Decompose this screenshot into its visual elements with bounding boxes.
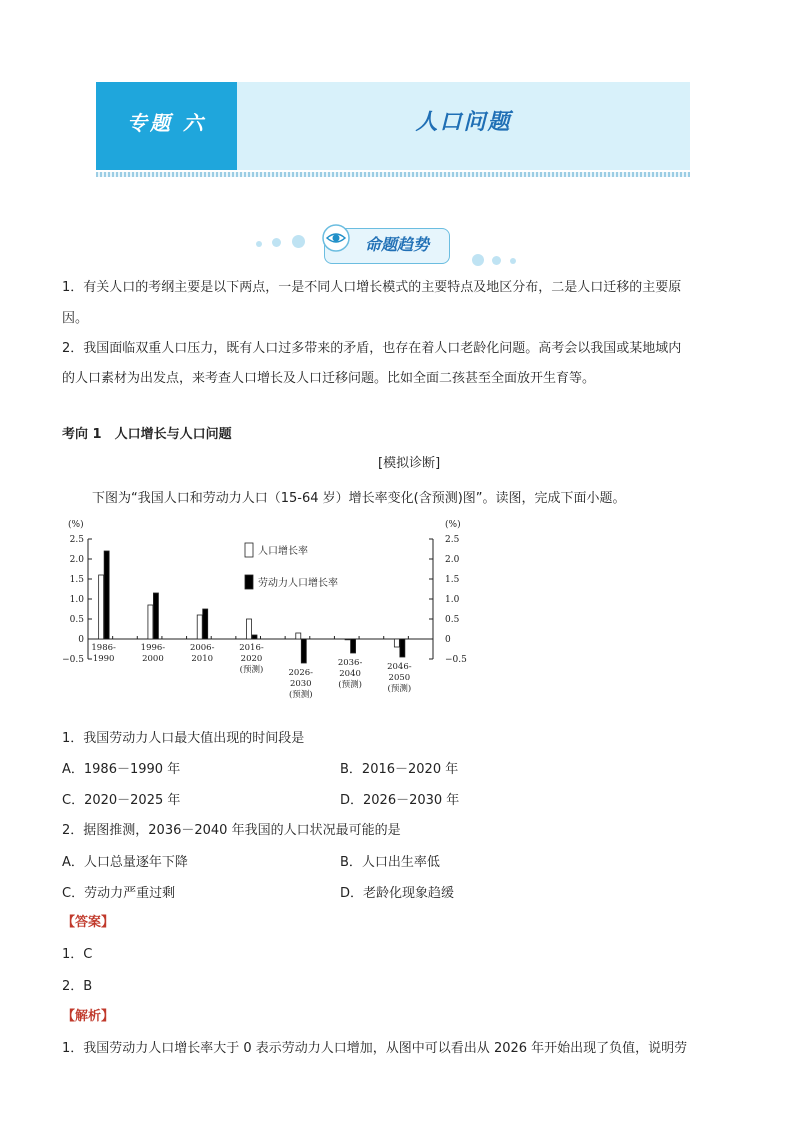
question-stem: 下图为“我国人口和劳动力人口（15-64 岁）增长率变化(含预测)图”。读图，完成下面小题。 bbox=[92, 491, 626, 506]
y-tick-label-left: −0.5 bbox=[62, 655, 84, 665]
bar-labor-rate bbox=[252, 635, 257, 639]
bar-labor-rate bbox=[153, 593, 158, 639]
x-category-label: 2020 bbox=[240, 654, 263, 664]
section-title: 考向 1 人口增长与人口问题 bbox=[62, 427, 232, 442]
decor-dot bbox=[292, 235, 305, 248]
page-title: 人口问题 bbox=[415, 110, 512, 135]
x-category-label: 2016- bbox=[239, 643, 264, 653]
y-tick-label-left: 1.0 bbox=[69, 595, 84, 605]
intro-line: 2．我国面临双重人口压力，既有人口过多带来的矛盾，也存在着人口老龄化问题。高考会以我国或某地域内 bbox=[62, 341, 682, 356]
bar-labor-rate bbox=[203, 609, 208, 639]
bar-population-rate bbox=[394, 639, 399, 647]
y-tick-label-left: 1.5 bbox=[69, 575, 84, 585]
answer-label: 【答案】 bbox=[62, 915, 115, 930]
x-category-label: 2040 bbox=[339, 669, 361, 679]
bar-population-rate bbox=[148, 605, 153, 639]
section-subtitle: [模拟诊断] bbox=[378, 456, 441, 471]
answer-item: 1．C bbox=[62, 947, 93, 962]
chart-axes bbox=[88, 539, 433, 659]
x-category-label: 2026- bbox=[288, 668, 314, 678]
bar-labor-rate bbox=[351, 639, 356, 653]
legend-label: 劳动力人口增长率 bbox=[258, 578, 338, 589]
x-category-label: 2030 bbox=[289, 679, 312, 689]
x-category-label: 1990 bbox=[92, 654, 115, 664]
bar-population-rate bbox=[296, 633, 301, 639]
decor-dot bbox=[472, 254, 484, 266]
x-category-label: 2050 bbox=[388, 673, 411, 683]
bar-population-rate bbox=[247, 619, 252, 639]
chart-labels bbox=[62, 519, 467, 700]
question-1-option-b[interactable]: B．2016－2020 年 bbox=[340, 762, 459, 777]
analysis-text: 1．我国劳动力人口增长率大于 0 表示劳动力人口增加，从图中可以看出从 2026 年开始出现了负值，说明劳 bbox=[62, 1041, 688, 1056]
growth-rate-chart bbox=[60, 515, 472, 707]
bar-population-rate bbox=[99, 575, 104, 639]
eye-icon bbox=[322, 224, 350, 252]
question-2-option-c[interactable]: C．劳动力严重过剩 bbox=[62, 886, 176, 901]
y-unit-left: (%) bbox=[68, 520, 84, 530]
answer-item: 2．B bbox=[62, 979, 93, 994]
bar-labor-rate bbox=[301, 639, 306, 663]
y-tick-label-right: 2.5 bbox=[445, 535, 460, 545]
decor-dot bbox=[510, 258, 516, 264]
question-2-option-d[interactable]: D．老龄化现象趋缓 bbox=[340, 886, 455, 901]
x-category-label: 1996- bbox=[140, 643, 166, 653]
y-tick-label-right: 2.0 bbox=[445, 555, 460, 565]
y-tick-label-right: −0.5 bbox=[445, 655, 467, 665]
y-tick-label-left: 0 bbox=[78, 635, 84, 645]
y-tick-label-right: 1.5 bbox=[445, 575, 460, 585]
legend-label: 人口增长率 bbox=[258, 546, 308, 557]
intro-line: 1．有关人口的考纲主要是以下两点，一是不同人口增长模式的主要特点及地区分布，二是人口迁移的主要原 bbox=[62, 280, 682, 295]
y-tick-label-left: 2.0 bbox=[69, 555, 84, 565]
decor-dot bbox=[256, 241, 262, 247]
question-1-option-c[interactable]: C．2020－2025 年 bbox=[62, 793, 181, 808]
y-tick-label-left: 0.5 bbox=[69, 615, 84, 625]
question-1-stem: 1．我国劳动力人口最大值出现的时间段是 bbox=[62, 731, 305, 746]
decor-dot bbox=[492, 256, 501, 265]
x-category-label: 2036- bbox=[337, 658, 363, 668]
x-category-label: 2000 bbox=[142, 654, 164, 664]
trend-label: 命题趋势 bbox=[364, 235, 429, 254]
legend-swatch bbox=[245, 575, 253, 589]
intro-line: 因。 bbox=[62, 311, 89, 326]
intro-line: 的人口素材为出发点，来考查人口增长及人口迁移问题。比如全面二孩甚至全面放开生育等。 bbox=[62, 371, 596, 386]
topic-label: 专题 六 bbox=[127, 111, 206, 135]
y-tick-label-left: 2.5 bbox=[69, 535, 84, 545]
bar-labor-rate bbox=[400, 639, 405, 657]
x-category-label: (预测) bbox=[387, 684, 412, 694]
x-category-label: 2046- bbox=[387, 662, 412, 672]
x-category-label: 2010 bbox=[191, 654, 214, 664]
question-2-stem: 2．据图推测，2036－2040 年我国的人口状况最可能的是 bbox=[62, 823, 401, 838]
y-unit-right: (%) bbox=[445, 520, 461, 530]
x-category-label: (预测) bbox=[288, 690, 313, 700]
question-1-option-d[interactable]: D．2026－2030 年 bbox=[340, 793, 460, 808]
question-2-option-b[interactable]: B．人口出生率低 bbox=[340, 855, 440, 870]
x-category-label: (预测) bbox=[338, 680, 362, 690]
header-divider bbox=[96, 172, 690, 177]
y-tick-label-right: 0.5 bbox=[445, 615, 460, 625]
analysis-label: 【解析】 bbox=[62, 1009, 115, 1024]
question-1-option-a[interactable]: A．1986－1990 年 bbox=[62, 762, 181, 777]
question-2-option-a[interactable]: A．人口总量逐年下降 bbox=[62, 855, 188, 870]
x-category-label: 1986- bbox=[91, 643, 116, 653]
y-tick-label-right: 1.0 bbox=[445, 595, 460, 605]
bar-population-rate bbox=[345, 639, 350, 640]
x-category-label: (预测) bbox=[239, 665, 264, 675]
bar-labor-rate bbox=[104, 551, 109, 639]
bar-population-rate bbox=[197, 615, 202, 639]
x-category-label: 2006- bbox=[189, 643, 215, 653]
decor-dot bbox=[272, 238, 281, 247]
legend-swatch bbox=[245, 543, 253, 557]
y-tick-label-right: 0 bbox=[445, 635, 451, 645]
